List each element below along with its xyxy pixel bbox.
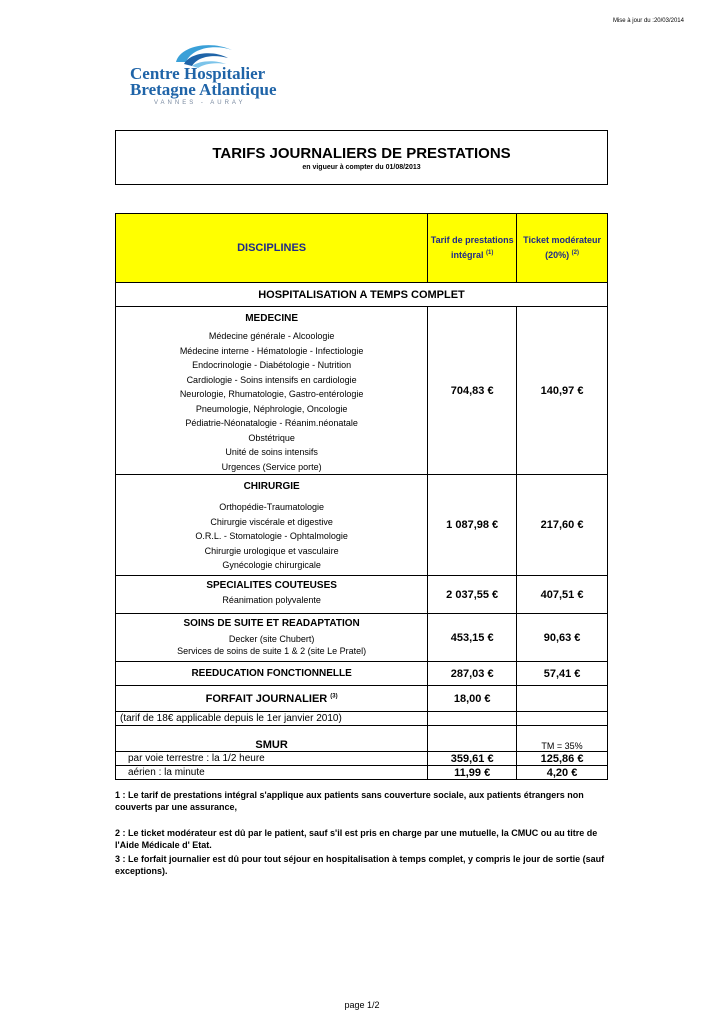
header-disciplines: DISCIPLINES (116, 214, 428, 283)
forfait-row (116, 686, 608, 712)
header-ticket: Ticket modérateur (20%) $^{(2)}$ (517, 214, 608, 283)
chirurgie-title: CHIRURGIE (243, 481, 300, 492)
specialites-row (116, 576, 608, 614)
smur-terrestre-tarif: 359,61 € (428, 752, 517, 766)
chirurgie-list: Orthopédie-Traumatologie Chirurgie viscérale et digestive O.R.L. - Stomatologie - Ophtalmologie Chirurgie urologique et vasculaire Gynécologie chirurgicale (195, 502, 348, 570)
logo-subtitle: VANNES - AURAY (154, 100, 246, 106)
medecine-tarif: 704,83 € (428, 307, 517, 475)
logo-line-1: Centre Hospitalier (130, 64, 266, 83)
specialites-title: SPECIALITES COUTEUSES (206, 580, 337, 591)
empty-cell (428, 712, 517, 726)
forfait-note: (tarif de 18€ applicable depuis le 1er janvier 2010) (116, 712, 428, 726)
smur-aerien-row (116, 766, 608, 780)
medecine-row (116, 307, 608, 475)
smur-terrestre-label: par voie terrestre : la 1/2 heure (116, 752, 428, 766)
suite-tarif: 453,15 € (428, 614, 517, 662)
medecine-list: Médecine générale - Alcoologie Médecine interne - Hématologie - Infectiologie Endocrinologie - Diabétologie - Nutrition Cardiologie - Soins intensifs en cardiologie Neurologie, Rhumatologie, Gastro-entérologie Pneumologie, Néphrologie, Oncologie Pédiatrie-Néonatalogie - Réanim.néonatale Obstétrique Unité de soins intensifs Urgences (Service porte) (179, 331, 364, 472)
empty-cell (428, 726, 517, 752)
chirurgie-ticket: 217,60 € (517, 475, 608, 576)
page-number: page 1/2 (344, 1000, 380, 1010)
section-hospit: HOSPITALISATION A TEMPS COMPLET (116, 283, 608, 307)
smur-terrestre-ticket: 125,86 € (517, 752, 608, 766)
forfait-ticket-empty (517, 686, 608, 712)
smur-aerien-ticket: 4,20 € (517, 766, 608, 780)
chirurgie-row (116, 475, 608, 576)
title-box (115, 130, 608, 185)
reeducation-tarif: 287,03 € (428, 662, 517, 686)
smur-title: SMUR (116, 726, 428, 752)
forfait-note-row (116, 712, 608, 726)
smur-tm: TM = 35% (517, 726, 608, 752)
footnote-3: 3 : Le forfait journalier est dû pour tout séjour en hospitalisation à temps complet, y compris le jour de sortie (sauf exceptions). (115, 854, 605, 876)
forfait-tarif: 18,00 € (428, 686, 517, 712)
suite-cell (116, 614, 428, 662)
page-subtitle: en vigueur à compter du 01/08/2013 (302, 164, 421, 171)
suite-list: Decker (site Chubert) Services de soins de suite 1 & 2 (site Le Pratel) (177, 634, 367, 656)
specialites-ticket: 407,51 € (517, 576, 608, 614)
footnotes (115, 789, 615, 877)
suite-title: SOINS DE SUITE ET READAPTATION (183, 618, 360, 629)
reeducation-row (116, 662, 608, 686)
smur-aerien-label: aérien : la minute (116, 766, 428, 780)
footnote-1: 1 : Le tarif de prestations intégral s'applique aux patients sans couverture sociale, aux patients étrangers non couverts par une assurance, (115, 790, 584, 812)
tariff-table (115, 213, 608, 780)
suite-ticket: 90,63 € (517, 614, 608, 662)
suite-row (116, 614, 608, 662)
hospital-logo (130, 40, 290, 110)
section-row (116, 283, 608, 307)
chirurgie-cell (116, 475, 428, 576)
page-title: TARIFS JOURNALIERS DE PRESTATIONS (212, 145, 511, 162)
specialites-cell (116, 576, 428, 614)
reeducation-ticket: 57,41 € (517, 662, 608, 686)
specialites-tarif: 2 037,55 € (428, 576, 517, 614)
footnote-2: 2 : Le ticket modérateur est dû par le patient, sauf s'il est pris en charge par une mutuelle, la CMUC ou au titre de l'Aide Médicale d' Etat. (115, 828, 598, 850)
forfait-title: FORFAIT JOURNALIER $^{(3)}$ (116, 686, 428, 712)
specialites-list: Réanimation polyvalente (222, 595, 321, 605)
table-header (116, 214, 608, 283)
medecine-title: MEDECINE (245, 313, 299, 324)
medecine-ticket: 140,97 € (517, 307, 608, 475)
chirurgie-tarif: 1 087,98 € (428, 475, 517, 576)
empty-cell (517, 712, 608, 726)
smur-terrestre-row (116, 752, 608, 766)
smur-aerien-tarif: 11,99 € (428, 766, 517, 780)
header-tarif: Tarif de prestations intégral $^{(1)}$ (428, 214, 517, 283)
logo-line-2: Bretagne Atlantique (130, 80, 277, 99)
medecine-cell (116, 307, 428, 475)
update-date: Mise à jour du :20/03/2014 (612, 18, 684, 24)
reeducation-title: REEDUCATION FONCTIONNELLE (116, 662, 428, 686)
smur-header-row (116, 726, 608, 752)
